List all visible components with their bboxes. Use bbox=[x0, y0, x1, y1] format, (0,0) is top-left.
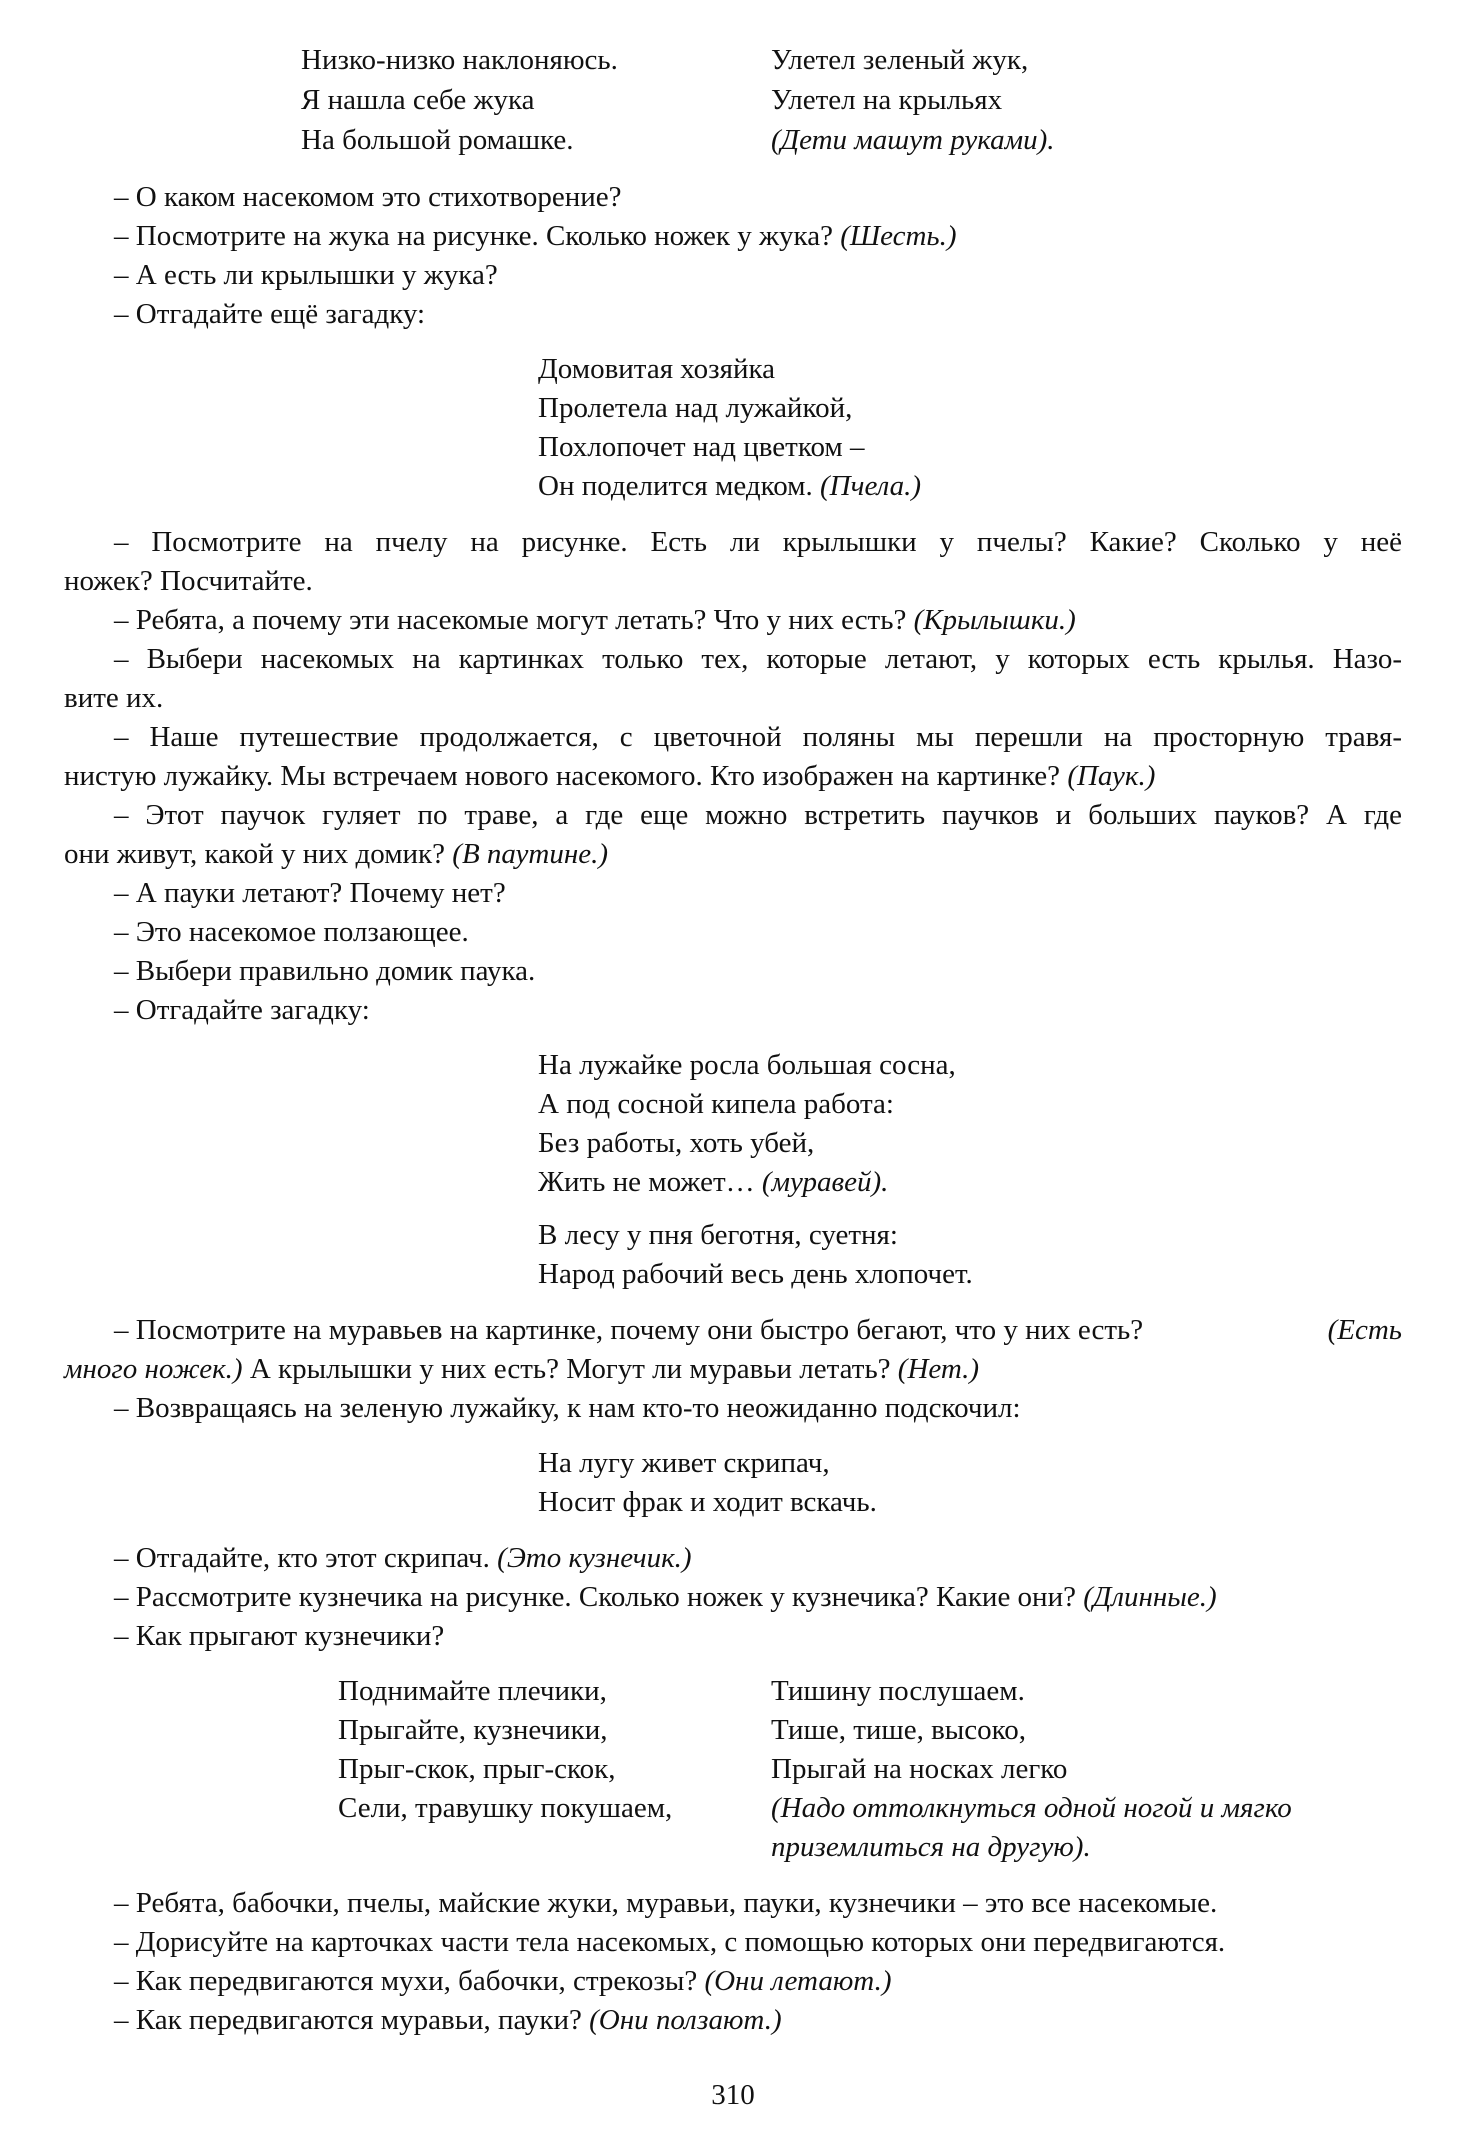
answer-note: (Длинные.) bbox=[1083, 1581, 1217, 1613]
riddle-ant2-line-1: В лесу у пня беготня, суетня: bbox=[538, 1219, 898, 1251]
para-choose-line-1: – Выбери насекомых на картинках только тех, которые летают, у которых есть крылья. Назо- bbox=[114, 643, 1402, 675]
poem1-left-line-1: Низко-низко наклоняюсь. bbox=[301, 44, 618, 76]
poem2-right-line-3: Прыгай на носках легко bbox=[771, 1753, 1068, 1785]
dialog-line: – Это насекомое ползающее. bbox=[114, 916, 469, 948]
dialog-line: – Отгадайте ещё загадку: bbox=[114, 298, 426, 330]
poem2-right-note-2: приземлиться на другую). bbox=[771, 1831, 1091, 1863]
answer-note: (Есть bbox=[1327, 1314, 1402, 1346]
poem2-left-line-2: Прыгайте, кузнечики, bbox=[338, 1714, 608, 1746]
riddle-bee-line-3: Похлопочет над цветком – bbox=[538, 431, 865, 463]
riddle-answer: (Пчела.) bbox=[820, 470, 922, 502]
riddle-ant-line-2: А под сосной кипела работа: bbox=[538, 1088, 894, 1120]
para-spider-line-2: они живут, какой у них домик? (В паутине.) bbox=[64, 838, 609, 870]
dialog-line: – А пауки летают? Почему нет? bbox=[114, 877, 506, 909]
dialog-line: – Отгадайте, кто этот скрипач. (Это кузнечик.) bbox=[114, 1542, 692, 1574]
para-ants-line-1: – Посмотрите на муравьев на картинке, почему они быстро бегают, что у них есть? (Есть bbox=[114, 1311, 1402, 1349]
answer-note: (Они летают.) bbox=[704, 1965, 892, 1997]
dialog-line: – Дорисуйте на карточках части тела насекомых, с помощью которых они передвигаются. bbox=[114, 1926, 1226, 1958]
poem2-right-note-1: (Надо оттолкнуться одной ногой и мягко bbox=[771, 1792, 1292, 1824]
answer-note: (Крылышки.) bbox=[913, 604, 1076, 636]
page-number: 310 bbox=[711, 2079, 755, 2111]
riddle-ant-line-4: Жить не может… (муравей). bbox=[538, 1166, 889, 1198]
para-bee-line-1: – Посмотрите на пчелу на рисунке. Есть ли крылышки у пчелы? Какие? Сколько у неё bbox=[114, 526, 1402, 558]
riddle-grasshopper-line-1: На лугу живет скрипач, bbox=[538, 1447, 830, 1479]
poem2-left-line-4: Сели, травушку покушаем, bbox=[338, 1792, 673, 1824]
para-bee-line-2: ножек? Посчитайте. bbox=[64, 565, 313, 597]
poem2-left-line-3: Прыг-скок, прыг-скок, bbox=[338, 1753, 616, 1785]
answer-note: много ножек.) bbox=[64, 1353, 243, 1385]
poem1-right-line-1: Улетел зеленый жук, bbox=[771, 44, 1029, 76]
dialog-line: – Как прыгают кузнечики? bbox=[114, 1620, 445, 1652]
dialog-line: – А есть ли крылышки у жука? bbox=[114, 259, 498, 291]
dialog-line: – Рассмотрите кузнечика на рисунке. Сколько ножек у кузнечика? Какие они? (Длинные.) bbox=[114, 1581, 1217, 1613]
answer-note: (Это кузнечик.) bbox=[497, 1542, 692, 1574]
answer-note: (Нет.) bbox=[897, 1353, 980, 1385]
dialog-line: – Возвращаясь на зеленую лужайку, к нам кто-то неожиданно подскочил: bbox=[114, 1392, 1021, 1424]
riddle-bee-line-2: Пролетела над лужайкой, bbox=[538, 392, 853, 424]
answer-note: (Они ползают.) bbox=[589, 2004, 782, 2036]
para-ants-line-2: много ножек.) А крылышки у них есть? Могут ли муравьи летать? (Нет.) bbox=[64, 1353, 980, 1385]
poem1-left-line-3: На большой ромашке. bbox=[301, 124, 574, 156]
dialog-line: – Как передвигаются муравьи, пауки? (Они ползают.) bbox=[114, 2004, 782, 2036]
para-journey-line-1: – Наше путешествие продолжается, с цветочной поляны мы перешли на просторную травя- bbox=[114, 721, 1402, 753]
question-why-fly: – Ребята, а почему эти насекомые могут летать? Что у них есть? (Крылышки.) bbox=[114, 604, 1076, 636]
poem1-right-note: (Дети машут руками). bbox=[771, 124, 1055, 156]
answer-note: (Шесть.) bbox=[840, 220, 957, 252]
dialog-line: – Ребята, бабочки, пчелы, майские жуки, муравьи, пауки, кузнечики – это все насекомые. bbox=[114, 1887, 1218, 1919]
poem1-right-line-2: Улетел на крыльях bbox=[771, 84, 1003, 116]
poem2-left-line-1: Поднимайте плечики, bbox=[338, 1675, 607, 1707]
riddle-ant2-line-2: Народ рабочий весь день хлопочет. bbox=[538, 1258, 973, 1290]
para-journey-line-2: нистую лужайку. Мы встречаем нового насекомого. Кто изображен на картинке? (Паук.) bbox=[64, 760, 1156, 792]
answer-note: (В паутине.) bbox=[452, 838, 609, 870]
para-choose-line-2: вите их. bbox=[64, 682, 164, 714]
riddle-ant-line-1: На лужайке росла большая сосна, bbox=[538, 1049, 956, 1081]
poem2-right-line-1: Тишину послушаем. bbox=[771, 1675, 1025, 1707]
dialog-line: – Выбери правильно домик паука. bbox=[114, 955, 536, 987]
riddle-answer: (муравей). bbox=[761, 1166, 889, 1198]
dialog-line: – О каком насекомом это стихотворение? bbox=[114, 181, 622, 213]
dialog-line: – Как передвигаются мухи, бабочки, стрекозы? (Они летают.) bbox=[114, 1965, 892, 1997]
para-spider-line-1: – Этот паучок гуляет по траве, а где еще можно встретить паучков и больших пауков? А где bbox=[114, 799, 1402, 831]
riddle-bee-line-4: Он поделится медком. (Пчела.) bbox=[538, 470, 922, 502]
dialog-line: – Отгадайте загадку: bbox=[114, 994, 370, 1026]
riddle-grasshopper-line-2: Носит фрак и ходит вскачь. bbox=[538, 1486, 877, 1518]
poem1-left-line-2: Я нашла себе жука bbox=[301, 84, 535, 116]
poem2-right-line-2: Тише, тише, высоко, bbox=[771, 1714, 1027, 1746]
riddle-bee-line-1: Домовитая хозяйка bbox=[538, 353, 776, 385]
dialog-line: – Посмотрите на жука на рисунке. Сколько ножек у жука? (Шесть.) bbox=[114, 220, 957, 252]
answer-note: (Паук.) bbox=[1067, 760, 1156, 792]
riddle-ant-line-3: Без работы, хоть убей, bbox=[538, 1127, 815, 1159]
